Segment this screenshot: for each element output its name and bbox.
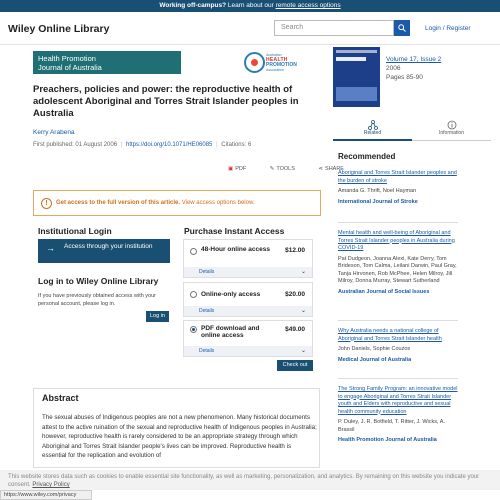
login-description: If you have previously obtained access with your personal account, please log in. — [38, 293, 157, 307]
purchase-option-48-hour[interactable] — [183, 239, 313, 278]
radio-button-selected[interactable] — [190, 326, 197, 333]
recommended-heading: Recommended — [338, 152, 396, 161]
access-notice — [33, 190, 321, 216]
option-details-toggle[interactable] — [184, 346, 312, 356]
issue-link[interactable]: Volume 17, Issue 2 — [386, 56, 442, 63]
journal-name-line2: Journal of Australia — [38, 63, 102, 72]
sidebar-tabs — [333, 118, 491, 141]
issue-year: 2006 — [386, 65, 401, 72]
search-input[interactable]: Search — [274, 20, 394, 36]
recommended-authors: P. Duley, J. R. Botfield, T. Ritter, J. Wicks, A. Brassil — [338, 419, 445, 433]
banner-lead: Working off-campus? — [159, 2, 227, 9]
logo-line3: PROMOTION — [266, 62, 297, 68]
divider — [338, 222, 458, 223]
citations-count[interactable]: Citations: 6 — [221, 142, 252, 148]
option-name: 48-Hour online access — [201, 246, 270, 253]
cookie-notice — [0, 470, 500, 490]
tools-label: TOOLS — [276, 166, 295, 172]
logo-line4: Association — [266, 68, 284, 72]
institution-access-label: Access through your institution — [64, 243, 153, 250]
option-price: $12.00 — [285, 247, 305, 254]
tab-information-label: Information — [438, 130, 464, 136]
recommended-authors: Amanda G. Thrift, Noel Hayman — [338, 188, 417, 194]
divider — [338, 378, 458, 379]
privacy-policy-link[interactable]: Privacy Policy — [32, 482, 70, 488]
issue-pages: Pages 85-90 — [386, 74, 423, 81]
first-published-date: 01 August 2006 — [75, 142, 118, 148]
tab-information[interactable] — [412, 118, 491, 141]
recommended-journal[interactable]: Health Promotion Journal of Australia — [338, 437, 437, 443]
purchase-option-pdf-online[interactable] — [183, 320, 313, 357]
option-details-toggle[interactable] — [184, 306, 312, 316]
cookie-text: This website stores data such as cookies to enable essential site functionality, as well as marketing, personalization, and analytics. By remaining on this website you indicate your consent. — [8, 474, 480, 488]
issue-info — [386, 55, 441, 82]
recommended-title-link[interactable]: The Strong Family Program: an innovative model to engage Aboriginal and Torres Strait Islander youth and Elders with reproductive and sexual health community education — [338, 386, 458, 415]
purchase-option-online-only[interactable] — [183, 282, 313, 317]
institution-access-button[interactable] — [38, 239, 170, 263]
pdf-icon: ▣ — [228, 166, 234, 172]
recommended-item — [338, 170, 458, 206]
access-message — [56, 200, 255, 206]
access-message-bold: Get access to the full version of this article. — [56, 200, 181, 206]
abstract-heading: Abstract — [42, 393, 79, 403]
recommended-item — [338, 230, 458, 296]
journal-banner[interactable] — [33, 47, 320, 78]
chevron-down-icon: ⌄ — [300, 308, 306, 314]
share-icon: ⋖ — [318, 166, 324, 172]
login-heading: Log in to Wiley Online Library — [38, 276, 159, 286]
related-icon — [368, 120, 378, 130]
recommended-title-link[interactable]: Aboriginal and Torres Strait Islander peoples and the burden of stroke — [338, 170, 457, 184]
logo-line2: HEALTH — [266, 57, 288, 63]
info-icon: ! — [41, 198, 52, 209]
search-button[interactable] — [394, 20, 410, 36]
tab-related[interactable] — [333, 118, 412, 141]
tab-related-label: Related — [363, 130, 382, 136]
doi-link[interactable]: https://doi.org/10.1071/HE06085 — [125, 142, 213, 148]
status-bar-url: https://www.wiley.com/privacy — [0, 490, 92, 500]
journal-name-line1: Health Promotion — [38, 54, 96, 63]
journal-name-block — [33, 51, 181, 74]
tools-button[interactable] — [270, 166, 306, 172]
recommended-title-link[interactable]: Mental health and well-being of Aboriginal and Torres Strait Islander peoples in Australia during COVID-19 — [338, 230, 455, 251]
cover-title-bar — [336, 57, 366, 61]
details-label: Details — [199, 308, 215, 314]
option-name: PDF download and online access — [201, 325, 260, 339]
pdf-label: PDF — [235, 166, 247, 172]
radio-button[interactable] — [190, 248, 197, 255]
recommended-item — [338, 328, 458, 364]
option-name: Online-only access — [201, 291, 261, 298]
share-label: SHARE — [325, 166, 344, 172]
access-options-link[interactable]: View access options below. — [181, 200, 255, 206]
pdf-button[interactable] — [228, 166, 257, 172]
author-link[interactable]: Kerry Arabena — [33, 129, 75, 136]
checkout-button[interactable]: Check out — [277, 360, 313, 371]
login-register-link[interactable]: Login / Register — [425, 25, 471, 32]
info-icon — [447, 120, 457, 130]
recommended-journal[interactable]: Medical Journal of Australia — [338, 356, 412, 363]
details-label: Details — [199, 269, 215, 275]
banner-text: Learn about our — [227, 2, 274, 9]
option-details-toggle[interactable] — [184, 267, 312, 277]
remote-access-link[interactable]: remote access options — [275, 2, 341, 9]
meta-divider: | — [120, 142, 123, 148]
abstract-text: The sexual abuses of Indigenous peoples are not a new phenomenon. Many historical documents attest to the active ruination of the sexual and reproductive health of Indigenous peoples in Australia; however, reproductive health is rarely considered to be an appropriate strategy through which Aboriginal and Torres Strait Islander people's lives can be improved. Reproductive health is essential for the replication and evolution of — [42, 414, 317, 459]
cover-stripe — [336, 50, 377, 53]
chevron-down-icon: ⌄ — [300, 269, 306, 275]
wrench-icon: ✎ — [269, 166, 275, 172]
off-campus-banner — [0, 0, 500, 12]
log-in-button[interactable]: Log in — [146, 311, 169, 322]
radio-button[interactable] — [190, 291, 197, 298]
journal-cover-image[interactable] — [333, 47, 380, 107]
meta-divider: | — [216, 142, 218, 148]
health-promotion-logo — [244, 52, 314, 74]
logo-line1: Australian — [266, 53, 282, 57]
recommended-journal[interactable]: International Journal of Stroke — [338, 198, 418, 205]
chevron-down-icon: ⌄ — [300, 348, 306, 354]
details-label: Details — [199, 348, 215, 354]
purchase-heading: Purchase Instant Access — [184, 226, 285, 236]
recommended-authors: Pat Dudgeon, Joanna Alexi, Kate Derry, Tom Brideson, Tom Calma, Leilani Darwin, Paul Gray, Tanja Hirvonen, Rob McPhee, Helen Milroy, Jill Milroy, Donna Murray, Stewart Sutherland — [338, 255, 457, 284]
site-header — [0, 12, 500, 45]
article-title: Preachers, policies and power: the reproductive health of adolescent Aboriginal and Torres Strait Islander peoples in Australia — [33, 84, 299, 119]
option-price: $49.00 — [285, 326, 305, 333]
search-icon — [398, 24, 406, 32]
recommended-authors: John Daniels, Sophie Couzos — [338, 346, 411, 352]
recommended-journal[interactable]: Australian Journal of Social Issues — [338, 288, 430, 295]
article-meta — [33, 142, 251, 148]
first-published-label: First published: — [33, 142, 74, 148]
institutional-login-heading: Institutional Login — [38, 226, 112, 236]
arrow-right-icon: → — [46, 243, 55, 253]
option-price: $20.00 — [285, 291, 305, 298]
recommended-title-link[interactable]: Why Australia needs a national college of Aboriginal and Torres Strait Islander health — [338, 328, 442, 342]
cover-photo — [336, 87, 377, 101]
wiley-logo[interactable]: Wiley Online Library — [8, 23, 110, 35]
divider — [338, 320, 458, 321]
recommended-item — [338, 386, 458, 445]
logo-circle-icon — [244, 52, 265, 73]
